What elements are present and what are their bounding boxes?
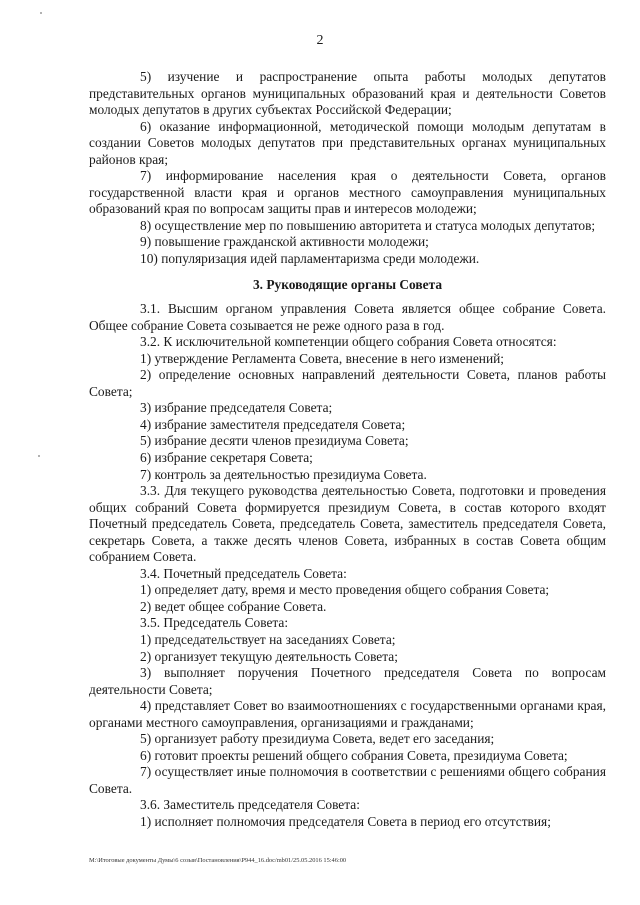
section-3-body [89, 301, 606, 831]
paragraph: 4) избрание заместителя председателя Совета; [140, 416, 406, 432]
paragraph: 3) выполняет поручения Почетного председателя Совета по вопросам деятельности Совета; [89, 665, 606, 697]
paragraph: 6) оказание информационной, методической помощи молодым депутатам в создании Советов молодых депутатов при представительных органах муниципальных районов края; [89, 118, 606, 167]
paragraph: 8) осуществление мер по повышению авторитета и статуса молодых депутатов; [140, 217, 596, 233]
paragraph: 5) избрание десяти членов президиума Совета; [140, 433, 409, 449]
paragraph: 10) популяризация идей парламентаризма среди молодежи. [140, 251, 480, 267]
paragraph: 2) ведет общее собрание Совета. [140, 598, 327, 614]
paragraph: 7) контроль за деятельностью президиума Совета. [140, 466, 427, 482]
paragraph: 3.6. Заместитель председателя Совета: [140, 797, 360, 813]
paragraph: 3.2. К исключительной компетенции общего собрания Совета относятся: [140, 334, 557, 350]
paragraph: 3.3. Для текущего руководства деятельностью Совета, подготовки и проведения общих собраний Совета формируется президиум Совета, в состав которого входят Почетный председатель Совета, председатель Совета, заместитель председателя Совета, секретарь Совета, а также десять членов Совета, избранных в состав Совета общим собранием Совета. [89, 483, 606, 565]
list-before-heading [89, 69, 606, 268]
paragraph: 1) председательствует на заседаниях Совета; [140, 632, 396, 647]
scan-speck [40, 12, 42, 14]
paragraph: 3) избрание председателя Совета; [140, 400, 333, 416]
paragraph: 1) определяет дату, время и место проведения общего собрания Совета; [140, 582, 550, 598]
paragraph: 9) повышение гражданской активности молодежи; [140, 234, 429, 250]
section-heading: 3. Руководящие органы Совета [252, 276, 443, 292]
paragraph: 1) утверждение Регламента Совета, внесение в него изменений; [140, 350, 505, 366]
paragraph: 6) избрание секретаря Совета; [140, 449, 313, 465]
page-number: 2 [316, 33, 324, 48]
paragraph: 2) организует текущую деятельность Совета; [140, 648, 398, 664]
document-body [89, 69, 606, 831]
paragraph: 4) представляет Совет во взаимоотношениях с государственными органами края, органами местного самоуправления, организациями и гражданами; [89, 698, 606, 730]
paragraph: 2) определение основных направлений деятельности Совета, планов работы Совета; [89, 367, 606, 399]
scan-speck [38, 455, 40, 457]
paragraph: 3.1. Высшим органом управления Совета является общее собрание Совета. Общее собрание Совета созывается не реже одного раза в год. [89, 301, 606, 333]
paragraph: 1) исполняет полномочия председателя Совета в период его отсутствия; [140, 814, 551, 830]
paragraph: 5) организует работу президиума Совета, ведет его заседания; [140, 731, 495, 747]
paragraph: 5) изучение и распространение опыта работы молодых депутатов представительных органов муниципальных образований края и деятельности Советов молодых депутатов в других субъектах Российской Федерации; [89, 69, 606, 118]
paragraph: 3.4. Почетный председатель Совета: [140, 565, 347, 581]
paragraph: 6) готовит проекты решений общего собрания Совета, президиума Совета; [140, 747, 568, 763]
paragraph: 3.5. Председатель Совета: [140, 615, 289, 631]
footer-file-path: М:\Итоговые документы Думы\6 созыв\Постановления\Р944_16.doc/mb01/25.05.2016 15:46:00 [89, 857, 347, 864]
paragraph: 7) осуществляет иные полномочия в соответствии с решениями общего собрания Совета. [89, 764, 606, 796]
paragraph: 7) информирование населения края о деятельности Совета, органов государственной власти края и органов местного самоуправления муниципальных образований края по вопросам защиты прав и интересов молодежи; [89, 168, 606, 217]
